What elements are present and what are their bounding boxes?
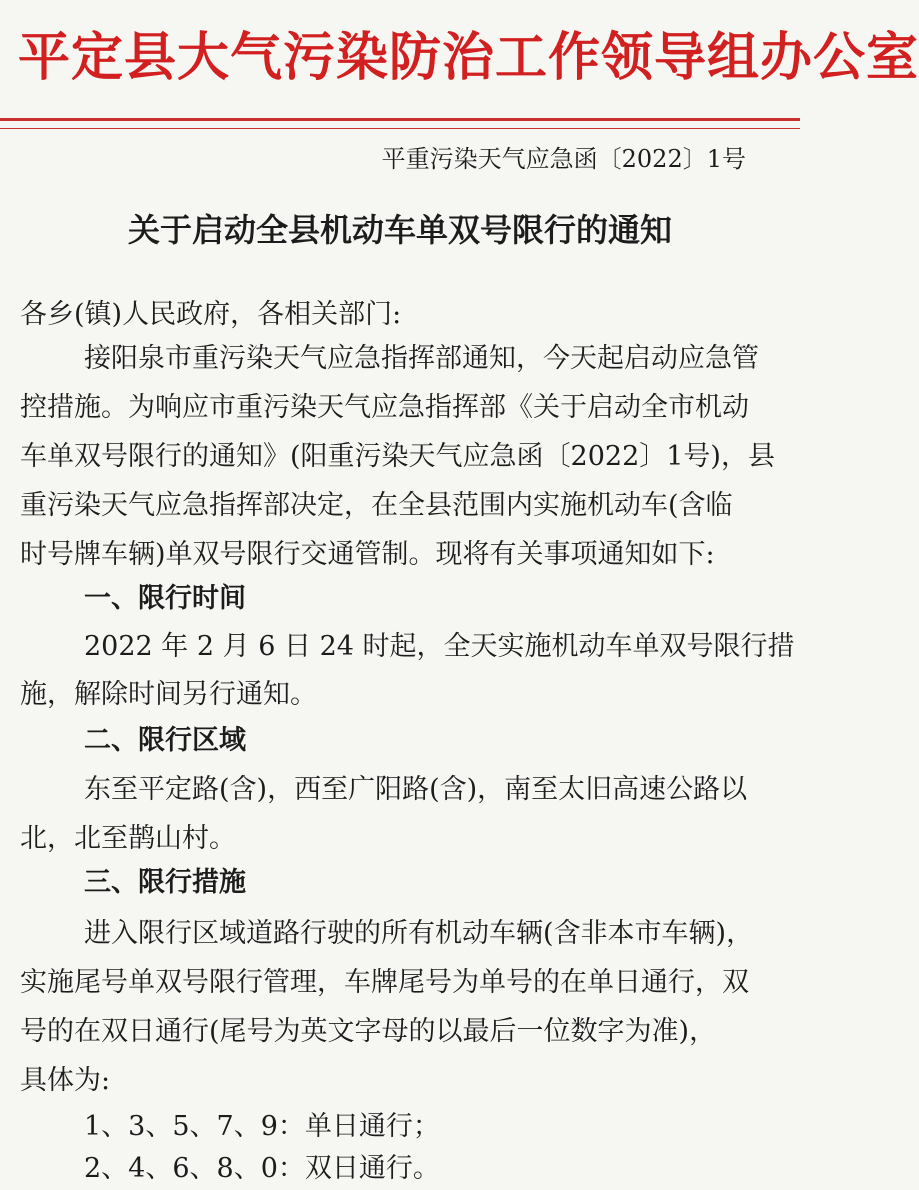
letterhead-rule-thin [0, 128, 800, 129]
section-heading-measures: 三、限行措施 [84, 867, 246, 898]
section-line: 号的在双日通行(尾号为英文字母的以最后一位数字为准)， [20, 1016, 717, 1047]
document-number: 平重污染天气应急函〔2022〕1号 [381, 145, 746, 173]
notice-title: 关于启动全县机动车单双号限行的通知 [127, 211, 672, 249]
intro-line: 重污染天气应急指挥部决定，在全县范围内实施机动车(含临 [20, 490, 733, 521]
section-heading-area: 二、限行区域 [84, 725, 246, 756]
intro-line: 车单双号限行的通知》(阳重污染天气应急函〔2022〕1号)，县 [20, 441, 775, 472]
section-line: 2022 年 2 月 6 日 24 时起，全天实施机动车单双号限行措 [84, 631, 795, 662]
intro-line: 时号牌车辆)单双号限行交通管制。现将有关事项通知如下: [20, 539, 715, 570]
even-plate-rule: 2、4、6、8、0：双日通行。 [84, 1153, 440, 1184]
section-line: 东至平定路(含)，西至广阳路(含)，南至太旧高速公路以 [84, 774, 748, 805]
section-line: 北，北至鹊山村。 [20, 823, 236, 854]
section-line: 施，解除时间另行通知。 [20, 679, 317, 710]
intro-line: 控措施。为响应市重污染天气应急指挥部《关于启动全市机动 [20, 392, 749, 423]
intro-line: 接阳泉市重污染天气应急指挥部通知，今天起启动应急管 [84, 343, 759, 374]
letterhead-rule-thick [0, 118, 800, 121]
section-line: 进入限行区域道路行驶的所有机动车辆(含非本市车辆)， [84, 918, 754, 949]
salutation: 各乡(镇)人民政府，各相关部门: [20, 299, 402, 330]
section-line: 实施尾号单双号限行管理，车牌尾号为单号的在单日通行，双 [20, 967, 749, 998]
odd-plate-rule: 1、3、5、7、9：单日通行； [84, 1111, 440, 1142]
agency-letterhead: 平定县大气污染防治工作领导组办公室 [18, 27, 919, 88]
section-line: 具体为: [20, 1065, 111, 1096]
section-heading-time: 一、限行时间 [84, 583, 246, 614]
